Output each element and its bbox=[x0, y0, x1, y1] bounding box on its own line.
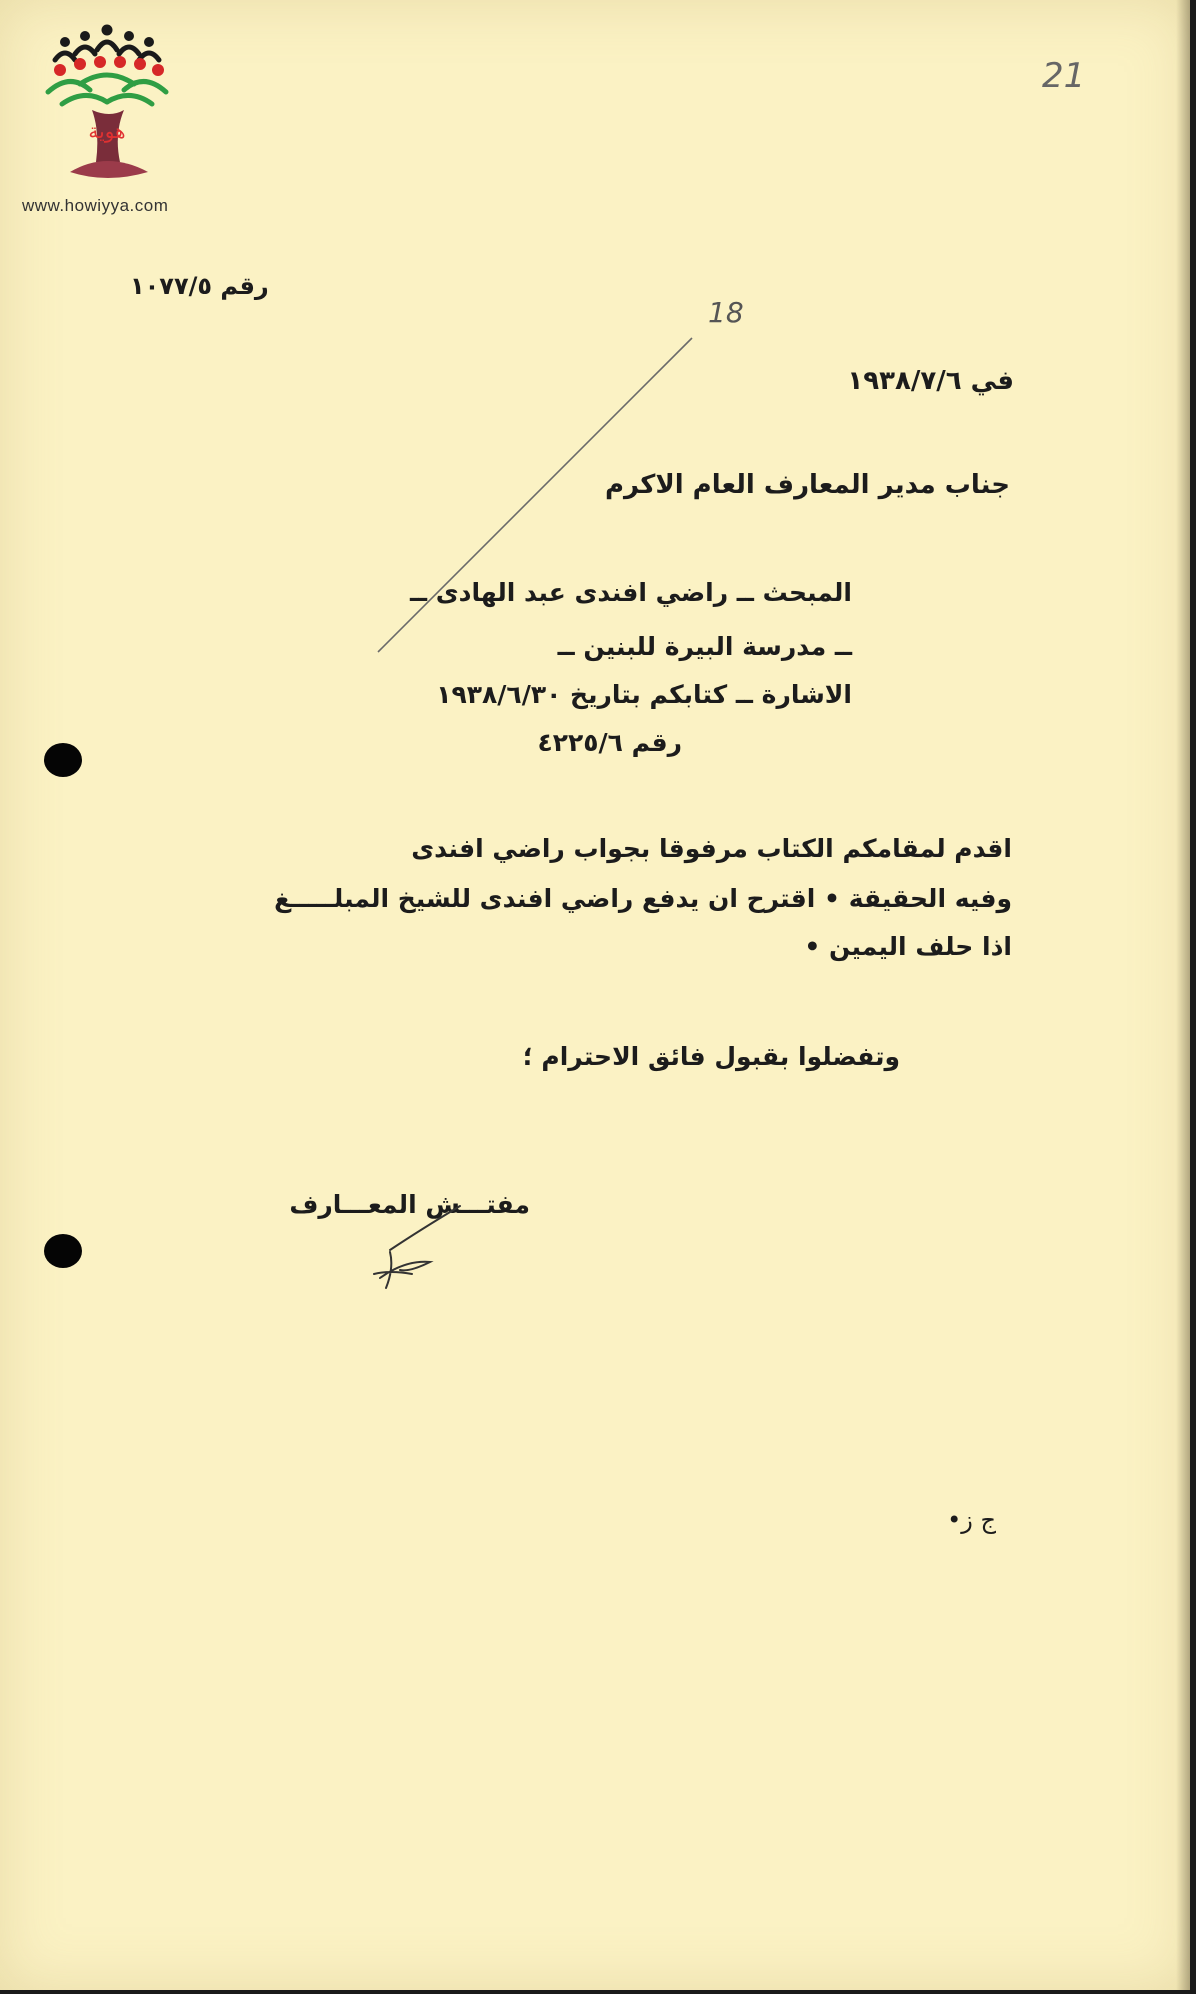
handwritten-signature bbox=[360, 1200, 490, 1300]
logo-watermark-text: هوية bbox=[88, 119, 126, 143]
body-line-3: اذا حلف اليمين • bbox=[804, 932, 1012, 961]
subject-line-4: رقم ٤٢٢٥/٦ bbox=[537, 728, 682, 757]
body-line-1: اقدم لمقامكم الكتاب مرفوقا بجواب راضي افندى bbox=[411, 834, 1012, 863]
closing-line: وتفضلوا بقبول فائق الاحترام ؛ bbox=[522, 1042, 900, 1071]
howiyya-logo bbox=[40, 22, 175, 192]
page-number: 21 bbox=[1042, 56, 1086, 96]
signature-title: مفتـــش المعـــارف bbox=[289, 1190, 530, 1219]
body-line-2: وفيه الحقيقة • اقترح ان يدفع راضي افندى للشيخ المبلـــــغ bbox=[274, 884, 1012, 913]
subject-line-2: ــ مدرسة البيرة للبنين ــ bbox=[557, 632, 852, 661]
margin-mark: 18 bbox=[708, 296, 744, 329]
letter-date: في ١٩٣٨/٧/٦ bbox=[847, 366, 1014, 396]
diagonal-pencil-line bbox=[370, 330, 700, 660]
typist-initials: ج ز• bbox=[947, 1506, 996, 1534]
logo-site-url: www.howiyya.com bbox=[22, 196, 169, 215]
subject-line-3: الاشارة ــ كتابكم بتاريخ ١٩٣٨/٦/٣٠ bbox=[436, 680, 852, 709]
recipient-line: جناب مدير المعارف العام الاكرم bbox=[604, 470, 1010, 500]
page-edge-shadow bbox=[1176, 0, 1190, 1990]
punch-hole-top bbox=[44, 743, 82, 777]
reference-number: رقم ١٠٧٧/٥ bbox=[130, 272, 269, 300]
subject-line-1: المبحث ــ راضي افندى عبد الهادى ــ bbox=[409, 578, 852, 607]
punch-hole-bottom bbox=[44, 1234, 82, 1268]
